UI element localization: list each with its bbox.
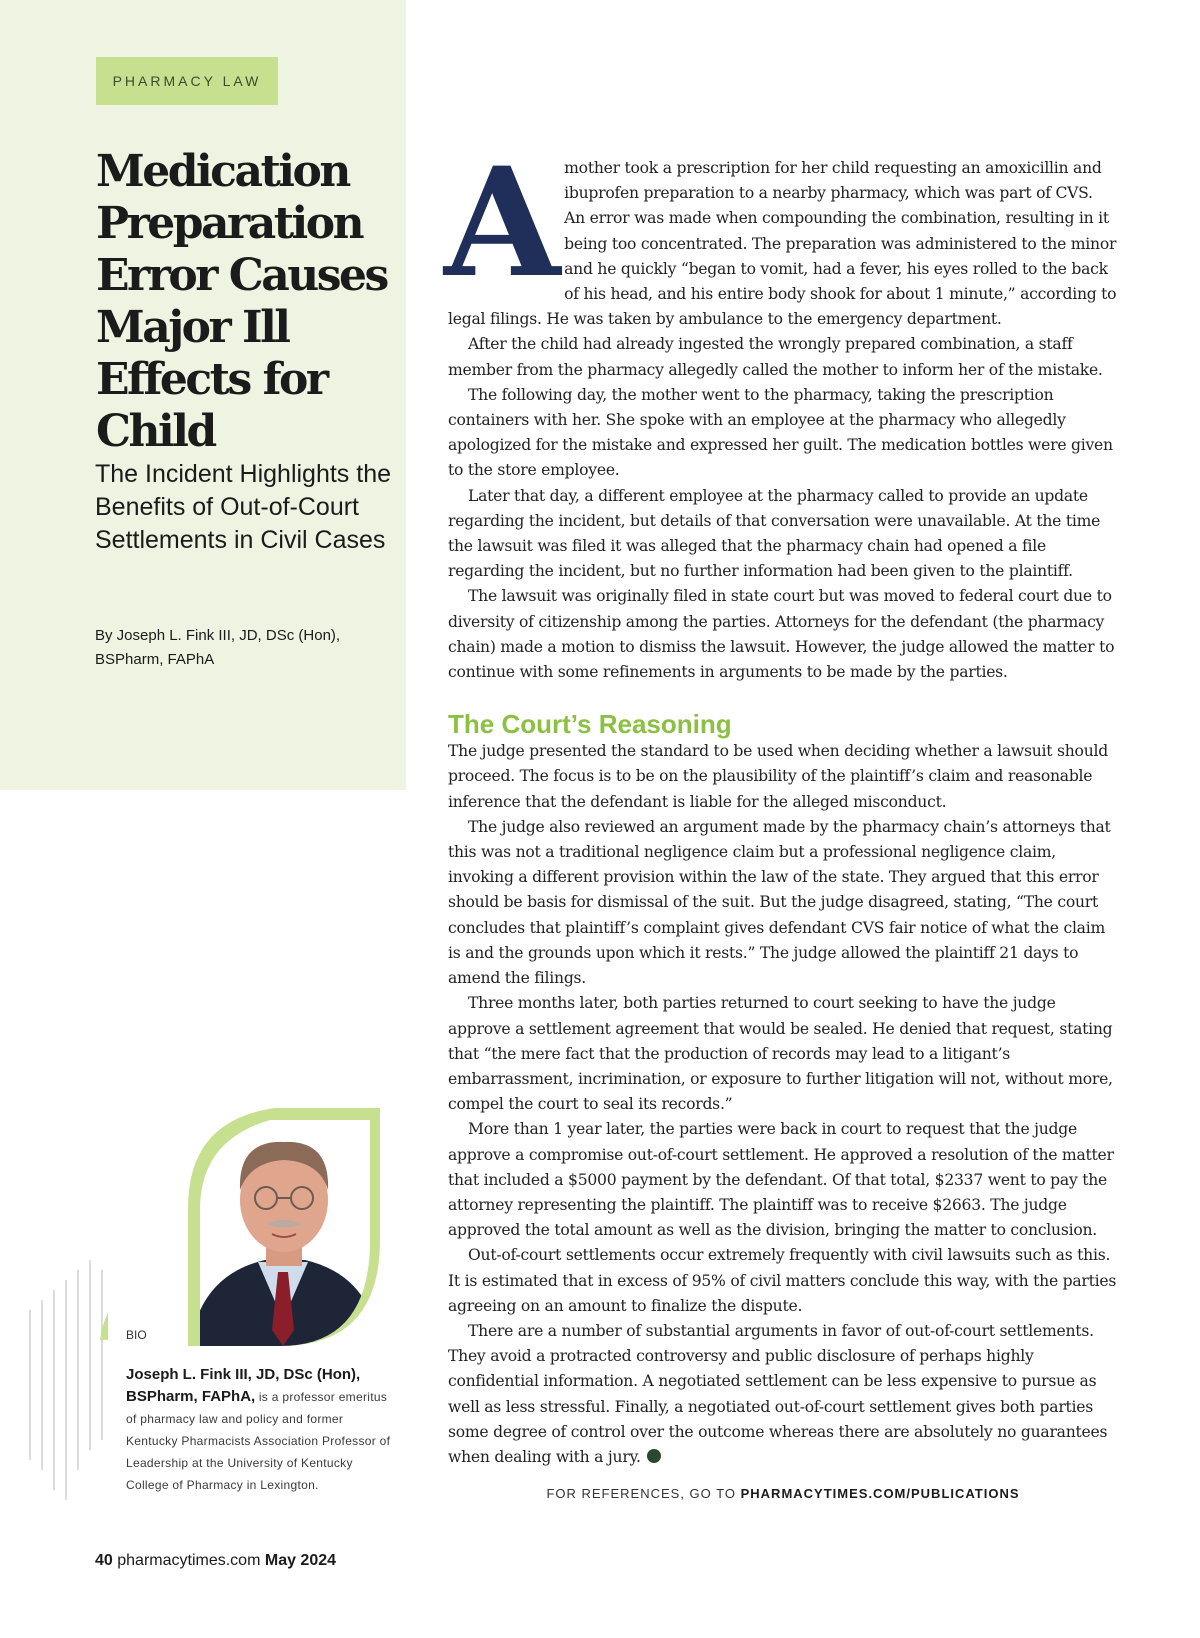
article-paragraph: The judge presented the standard to be used when deciding whether a lawsuit should proceed. The focus is to be on the plausibility of the plaintiff’s claim and reasonable inference that the defendant is liable for the alleged misconduct. bbox=[448, 742, 1108, 811]
author-photo bbox=[170, 1090, 380, 1346]
article-paragraph: After the child had already ingested the wrongly prepared combination, a staff member from the pharmacy allegedly called the mother to inform her of the mistake. bbox=[448, 335, 1103, 379]
page-number: 40 bbox=[95, 1552, 113, 1569]
footer-issue: May 2024 bbox=[264, 1552, 337, 1569]
article-paragraph: More than 1 year later, the parties were back in court to request that the judge approve a compromise out-of-court settlement. He approved a resolution of the matter that included a $5000 payment by the defendant. Of that total, $2337 went to pay the attorney representing the plaintiff. The plaintiff was to receive $2663. The judge approved the total amount as well as the division, bringing the matter to conclusion. bbox=[448, 1120, 1114, 1240]
footer-site: pharmacytimes.com bbox=[117, 1552, 261, 1569]
article-paragraph: Out-of-court settlements occur extremely frequently with civil lawsuits such as this. It is estimated that in excess of 95% of civil matters conclude this way, with the parties agreeing on an amount to finalize the dispute. bbox=[448, 1246, 1117, 1315]
references-note bbox=[448, 1486, 1118, 1501]
article-body bbox=[444, 135, 1118, 1470]
article-paragraph: Three months later, both parties returned to court seeking to have the judge approve a settlement agreement that would be sealed. He denied that request, stating that “the mere fact that the production of records may lead to a litigant’s embarrassment, incrimination, or exposure to further litigation will not, without more, compel the court to seal its records.” bbox=[448, 994, 1113, 1114]
bio-label: BIO bbox=[126, 1328, 147, 1342]
section-tag: PHARMACY LAW bbox=[96, 57, 278, 105]
headline: Medication Preparation Error Causes Major Ill Effects for Child bbox=[96, 146, 387, 457]
article-paragraph: The following day, the mother went to the pharmacy, taking the prescription containers with her. She spoke with an employee at the pharmacy who allegedly apologized for the mistake and expressed her guilt. The medication bottles were given to the store employee. bbox=[448, 385, 1113, 480]
page-footer bbox=[95, 1552, 336, 1570]
bio-description: is a professor emeritus of pharmacy law and policy and former Kentucky Pharmacists Association Professor of Leadership at the University of Kentucky College of Pharmacy in Lexington. bbox=[126, 1390, 391, 1492]
references-prefix: FOR REFERENCES, GO TO bbox=[546, 1486, 736, 1501]
article-paragraph: mother took a prescription for her child requesting an amoxicillin and ibuprofen preparation to a nearby pharmacy, which was part of CVS. An error was made when compounding the combination, resulting in it being too concentrated. The preparation was administered to the minor and he quickly “began to vomit, had a fever, his eyes rolled to the back of his head, and his entire body shook for about 1 minute,” according to legal filings. He was taken by ambulance to the emergency department. bbox=[448, 159, 1117, 329]
article-paragraph: Later that day, a different employee at the pharmacy called to provide an update regarding the incident, but details of that conversation were unavailable. At the time the lawsuit was filed it was alleged that the pharmacy chain had opened a file regarding the incident, but no further information had been given to the plaintiff. bbox=[448, 486, 1101, 581]
article-paragraph bbox=[448, 1319, 1118, 1470]
end-mark-icon bbox=[647, 1449, 661, 1463]
bio-text bbox=[126, 1364, 396, 1496]
article-paragraph: The judge also reviewed an argument made by the pharmacy chain’s attorneys that this was not a traditional negligence claim but a professional negligence claim, invoking a different provision within the law of the state. They argued that this error should be basis for dismissal of the suit. But the judge disagreed, stating, “The court concludes that plaintiff’s complaint gives defendant CVS fair notice of what the claim is and the grounds upon which it rests.” The judge allowed the plaintiff 21 days to amend the filings. bbox=[448, 817, 1111, 988]
references-link[interactable]: PHARMACYTIMES.COM/PUBLICATIONS bbox=[740, 1486, 1020, 1501]
section-heading: The Court’s Reasoning bbox=[448, 709, 732, 740]
subheadline: The Incident Highlights the Benefits of Out-of-Court Settlements in Civil Cases bbox=[95, 460, 392, 554]
article-paragraph: The lawsuit was originally filed in state court but was moved to federal court due to diversity of citizenship among the parties. Attorneys for the defendant (the pharmacy chain) made a motion to dismiss the lawsuit. However, the judge allowed the matter to continue with some refinements in arguments to be made by the parties. bbox=[448, 587, 1115, 682]
byline: By Joseph L. Fink III, JD, DSc (Hon), BSPharm, FAPhA bbox=[95, 627, 341, 668]
article-final-text: There are a number of substantial arguments in favor of out-of-court settlements. They avoid a protracted controversy and public disclosure of perhaps highly confidential information. A negotiated settlement can be less expensive to pursue as well as less stressful. Finally, a negotiated out-of-court settlement gives both parties some degree of control over the outcome whereas there are absolutely no guarantees when dealing with a jury. bbox=[448, 1321, 1108, 1466]
decorative-lines-icon bbox=[28, 1260, 108, 1520]
bio-name: Joseph L. Fink III, JD, DSc (Hon), BSPharm, FAPhA, bbox=[126, 1366, 361, 1405]
drop-cap: A bbox=[444, 135, 561, 311]
